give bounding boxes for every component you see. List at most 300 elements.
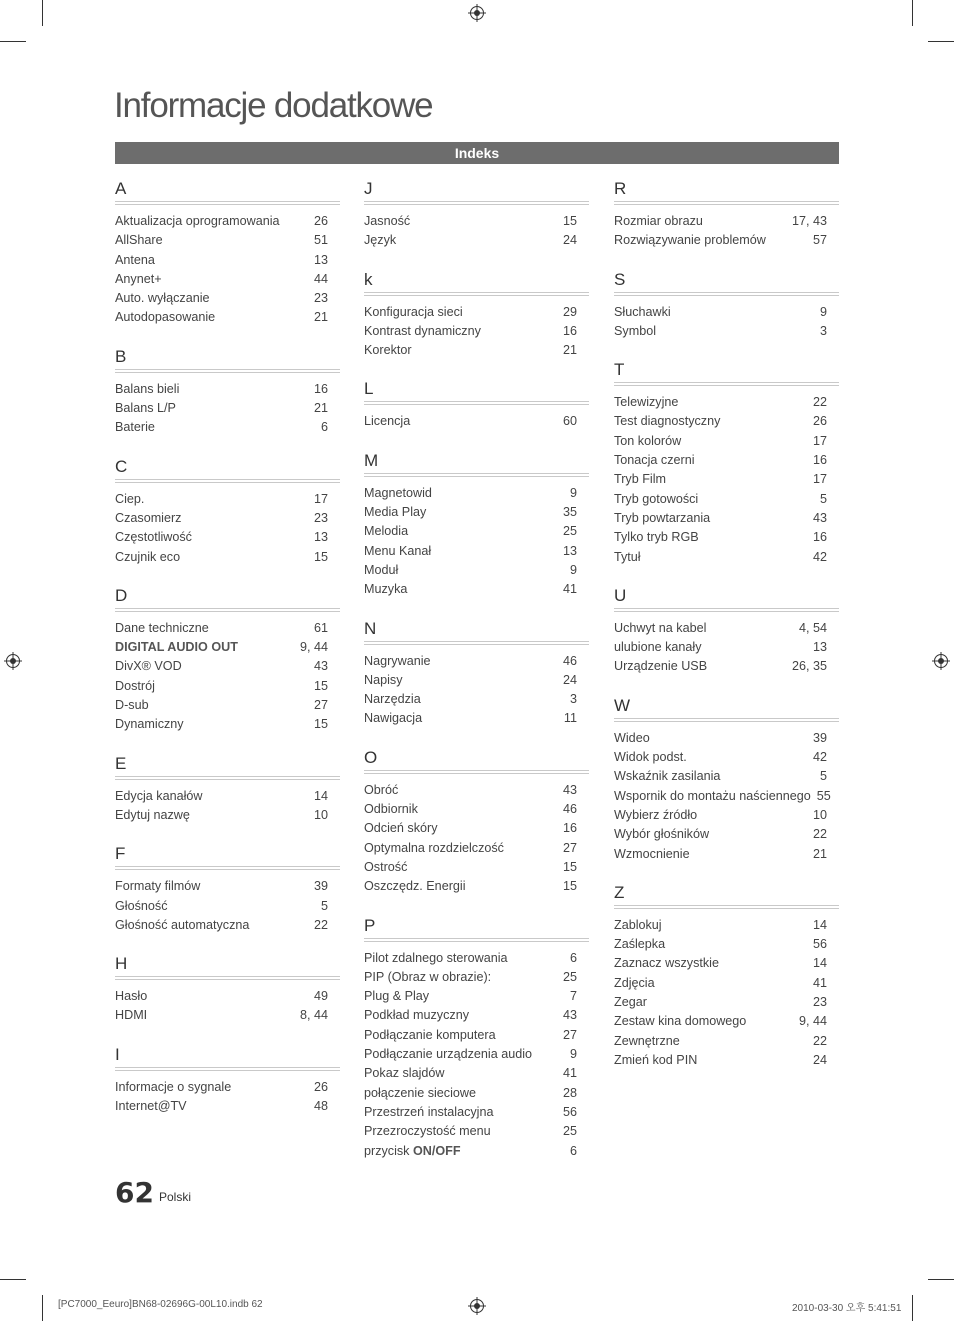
index-entry — [115, 548, 340, 567]
section-letter: T — [614, 359, 839, 386]
index-term-group — [364, 949, 508, 968]
index-entry — [614, 1051, 839, 1070]
index-entry — [614, 748, 839, 767]
index-term-group — [614, 1032, 680, 1051]
index-page-ref: 17 — [812, 433, 827, 448]
index-term-group — [115, 715, 184, 734]
index-section — [614, 359, 839, 567]
index-term: Muzyka — [364, 582, 408, 597]
index-section — [115, 1044, 340, 1117]
index-entry — [614, 393, 839, 412]
section-letter: N — [364, 618, 589, 645]
index-term-group — [364, 987, 429, 1006]
section-letter: S — [614, 269, 839, 296]
index-entry — [364, 987, 589, 1006]
index-page-ref: 6 — [320, 420, 328, 435]
index-term: Plug & Play — [364, 989, 430, 1004]
index-term-group — [364, 1142, 461, 1161]
index-term: HDMI — [115, 1008, 148, 1023]
index-page-ref: 24 — [562, 233, 577, 248]
index-page-ref: 21 — [562, 343, 577, 358]
index-entry — [115, 696, 340, 715]
index-entry — [115, 1097, 340, 1116]
index-page-ref: 16 — [562, 323, 577, 338]
crop-mark — [42, 0, 43, 26]
index-term-group — [614, 322, 656, 341]
index-term: Balans L/P — [115, 401, 176, 416]
index-term: Baterie — [115, 420, 155, 435]
index-page-ref: 26 — [313, 214, 328, 228]
section-letter: Z — [614, 882, 839, 909]
index-page-ref: 56 — [812, 937, 827, 952]
index-term-group — [614, 767, 720, 786]
index-page-ref: 41 — [562, 1066, 577, 1081]
index-page-ref: 55 — [816, 788, 831, 803]
index-term-group — [364, 231, 396, 250]
index-page-ref: 23 — [313, 291, 328, 306]
index-entry — [364, 542, 589, 561]
index-entry — [115, 715, 340, 734]
index-entry — [364, 1045, 589, 1064]
index-term: Podłączanie komputera — [364, 1027, 496, 1042]
page-language: Polski — [159, 1190, 192, 1204]
index-term: Ton kolorów — [614, 433, 682, 448]
index-term-group — [364, 781, 398, 800]
index-page-ref: 6 — [569, 950, 577, 965]
index-entry — [364, 839, 589, 858]
index-term-group — [115, 657, 182, 676]
index-page-ref: 6 — [569, 1143, 577, 1158]
index-term-group — [115, 548, 180, 567]
index-term-group — [115, 619, 209, 638]
index-page-ref: 10 — [313, 807, 328, 822]
index-term: Wskaźnik zasilania — [614, 769, 721, 784]
index-page-ref: 15 — [562, 859, 577, 874]
section-letter: W — [614, 695, 839, 722]
index-term-group — [614, 806, 697, 825]
index-page-ref: 49 — [313, 989, 328, 1004]
index-page-ref: 9 — [569, 562, 577, 577]
index-entry — [364, 1122, 589, 1141]
index-term-group — [115, 987, 147, 1006]
crop-mark — [42, 1295, 43, 1321]
index-term: Jasność — [364, 214, 411, 228]
section-letter: F — [115, 843, 340, 870]
index-entry — [364, 231, 589, 250]
index-page-ref: 21 — [812, 846, 827, 861]
index-page-ref: 7 — [569, 989, 577, 1004]
index-term: Podłączanie urządzenia audio — [364, 1047, 533, 1062]
index-term-group — [614, 509, 710, 528]
index-section — [614, 882, 839, 1070]
index-term: Telewizyjne — [614, 395, 679, 410]
index-page-ref: 43 — [562, 1008, 577, 1023]
index-term-group — [115, 399, 176, 418]
index-page-ref: 22 — [812, 395, 827, 410]
index-term: Dostrój — [115, 678, 155, 693]
index-term: PIP (Obraz w obrazie): — [364, 969, 492, 984]
index-term: Częstotliwość — [115, 530, 192, 545]
crop-mark — [0, 1279, 26, 1280]
index-term-group — [364, 1026, 496, 1045]
index-entry — [364, 800, 589, 819]
index-page-ref: 39 — [812, 730, 827, 745]
index-entry — [614, 729, 839, 748]
index-term-group — [614, 619, 706, 638]
index-page-ref: 24 — [812, 1052, 827, 1067]
index-term-group — [614, 825, 709, 844]
index-header-bar: Indeks — [115, 142, 839, 164]
index-term-group — [364, 877, 466, 896]
index-term-group — [614, 993, 647, 1012]
index-term-group — [364, 671, 403, 690]
section-letter: B — [115, 346, 340, 373]
index-entry — [115, 806, 340, 825]
index-entry — [364, 303, 589, 322]
index-term-group — [115, 251, 155, 270]
index-term-group — [115, 212, 280, 231]
index-term: Narzędzia — [364, 692, 421, 707]
index-term-group — [364, 839, 504, 858]
index-entry — [364, 561, 589, 580]
index-page-ref: 13 — [562, 543, 577, 558]
index-page-ref: 16 — [812, 530, 827, 545]
section-letter: C — [115, 456, 340, 483]
index-page-ref: 14 — [812, 917, 827, 932]
index-page-ref: 5 — [819, 769, 827, 784]
index-term: Tytuł — [614, 549, 641, 564]
index-term-group — [115, 877, 200, 896]
index-page-ref: 5 — [320, 898, 328, 913]
index-term-group — [115, 509, 181, 528]
index-entry — [115, 877, 340, 896]
index-page-ref: 13 — [812, 640, 827, 655]
section-letter: O — [364, 747, 589, 774]
index-term-group — [115, 677, 155, 696]
index-term: Tryb gotowości — [614, 491, 699, 506]
index-page-ref: 43 — [812, 510, 827, 525]
index-page-ref: 46 — [562, 802, 577, 817]
page-title: Informacje dodatkowe — [114, 86, 433, 125]
index-section — [364, 269, 589, 361]
index-term-group — [614, 490, 698, 509]
index-entry — [614, 303, 839, 322]
index-section — [364, 378, 589, 431]
index-page-ref: 41 — [812, 975, 827, 990]
index-page-ref: 25 — [562, 1124, 577, 1139]
crop-mark — [912, 0, 913, 26]
index-entry — [364, 949, 589, 968]
crop-mark — [928, 41, 954, 42]
index-term-group — [614, 954, 719, 973]
index-page-ref: 42 — [812, 549, 827, 564]
index-term: Melodia — [364, 524, 409, 539]
index-entry — [614, 509, 839, 528]
index-term: Dynamiczny — [115, 717, 184, 732]
index-section — [364, 618, 589, 729]
index-term-group — [115, 418, 155, 437]
index-term: Obróć — [364, 782, 399, 797]
index-entry — [614, 528, 839, 547]
index-page-ref: 15 — [313, 717, 328, 732]
index-page-ref: 4, 54 — [798, 620, 827, 635]
index-entry — [614, 432, 839, 451]
index-entry — [115, 399, 340, 418]
index-entry — [614, 638, 839, 657]
index-term-group — [364, 412, 410, 431]
index-page-ref: 22 — [313, 917, 328, 932]
index-term: Tonacja czerni — [614, 453, 695, 468]
index-entry — [614, 470, 839, 489]
index-term-group — [614, 412, 720, 431]
index-term: Kontrast dynamiczny — [364, 323, 481, 338]
index-term-group — [614, 935, 665, 954]
index-term: Edycja kanałów — [115, 788, 203, 803]
index-entry — [115, 308, 340, 327]
index-term-group — [364, 580, 407, 599]
index-entry — [614, 451, 839, 470]
index-entry — [115, 251, 340, 270]
index-term-group — [364, 212, 410, 231]
index-term-group — [115, 270, 162, 289]
index-page-ref: 27 — [313, 698, 328, 713]
index-term: Zaznacz wszystkie — [614, 956, 719, 971]
index-entry — [614, 1012, 839, 1031]
index-term-group — [614, 657, 707, 676]
index-page-ref: 17 — [313, 491, 328, 506]
index-entry — [614, 954, 839, 973]
index-term: Tryb Film — [614, 472, 666, 487]
index-entry — [115, 619, 340, 638]
index-term-group — [364, 542, 431, 561]
index-page-ref: 27 — [562, 1027, 577, 1042]
index-page-ref: 3 — [569, 692, 577, 707]
index-page-ref: 15 — [313, 678, 328, 693]
index-section — [364, 915, 589, 1161]
index-page-ref: 39 — [313, 879, 328, 894]
index-term: Widok podst. — [614, 750, 687, 765]
index-term-group — [364, 1103, 494, 1122]
index-term-group — [614, 231, 766, 250]
index-entry — [115, 638, 340, 657]
section-letter: I — [115, 1044, 340, 1071]
section-letter: M — [364, 450, 589, 477]
index-entry — [614, 548, 839, 567]
index-entry — [364, 781, 589, 800]
index-term-group — [614, 470, 666, 489]
index-entry — [115, 897, 340, 916]
index-page-ref: 16 — [313, 381, 328, 396]
index-term-group — [614, 974, 655, 993]
index-term: Auto. wyłączanie — [115, 291, 210, 306]
page-number: 62 — [115, 1176, 154, 1209]
index-term-group — [614, 432, 681, 451]
index-term: Antena — [115, 252, 155, 267]
index-term: Urządzenie USB — [614, 659, 708, 674]
print-slug-file: [PC7000_Eeuro]BN68-02696G-00L10.indb 62 — [58, 1299, 263, 1310]
index-entry — [364, 412, 589, 431]
crop-mark — [928, 1279, 954, 1280]
index-term-group — [364, 690, 421, 709]
index-term: Nagrywanie — [364, 653, 431, 668]
index-page-ref: 51 — [313, 233, 328, 248]
index-term-group — [364, 652, 431, 671]
index-term-group — [115, 916, 249, 935]
index-page-ref: 29 — [562, 304, 577, 319]
section-letter: P — [364, 915, 589, 942]
index-entry — [614, 993, 839, 1012]
section-letter: E — [115, 753, 340, 780]
index-term: Wybierz źródło — [614, 807, 698, 822]
index-term: Wybór głośników — [614, 827, 710, 842]
index-entry — [614, 657, 839, 676]
index-term: Zmień kod PIN — [614, 1052, 698, 1067]
index-page-ref: 10 — [812, 807, 827, 822]
index-section — [614, 585, 839, 677]
index-section — [115, 953, 340, 1026]
index-entry — [364, 1064, 589, 1083]
index-entry — [614, 1032, 839, 1051]
index-entry — [614, 935, 839, 954]
index-term-group — [614, 916, 662, 935]
index-entry — [115, 418, 340, 437]
index-column-1 — [115, 178, 340, 1134]
index-term-group — [614, 303, 671, 322]
index-entry — [115, 677, 340, 696]
index-term: Nawigacja — [364, 711, 423, 726]
index-entry — [364, 1006, 589, 1025]
index-term-group — [364, 1045, 532, 1064]
index-term: Zdjęcia — [614, 975, 655, 990]
registration-mark-icon — [932, 652, 950, 670]
print-slug-date: 2010-03-30 오후 5:41:51 — [792, 1303, 902, 1314]
index-term: Formaty filmów — [115, 879, 201, 894]
index-entry — [364, 1103, 589, 1122]
registration-mark-icon — [4, 652, 22, 670]
index-term-group — [115, 1006, 147, 1025]
section-letter: J — [364, 178, 589, 205]
index-entry — [364, 522, 589, 541]
index-entry — [364, 322, 589, 341]
index-term: Wzmocnienie — [614, 846, 690, 861]
index-entry — [115, 1006, 340, 1025]
crop-mark — [0, 41, 26, 42]
index-page-ref: 25 — [562, 969, 577, 984]
index-term: Ostrość — [364, 859, 408, 874]
section-letter: k — [364, 269, 589, 296]
index-page-ref: 9 — [819, 304, 827, 319]
index-term-group — [364, 1064, 445, 1083]
index-term: Język — [364, 233, 397, 248]
index-term: Korektor — [364, 343, 412, 358]
index-page-ref: 22 — [812, 827, 827, 842]
index-term: Zablokuj — [614, 917, 662, 932]
index-entry — [364, 212, 589, 231]
index-page-ref: 5 — [819, 491, 827, 506]
index-entry — [115, 528, 340, 547]
index-page-ref: 42 — [812, 750, 827, 765]
index-entry — [614, 845, 839, 864]
index-page-ref: 26 — [313, 1079, 328, 1094]
index-page-ref: 57 — [812, 233, 827, 248]
index-term-group — [614, 212, 703, 231]
index-page-ref: 60 — [562, 414, 577, 429]
index-column-3 — [614, 178, 839, 1088]
index-entry — [614, 787, 839, 806]
index-term: AllShare — [115, 233, 163, 248]
index-term: Rozwiązywanie problemów — [614, 233, 766, 248]
registration-mark-icon — [468, 4, 486, 22]
index-term: Menu Kanał — [364, 543, 432, 558]
index-term-group — [614, 528, 699, 547]
index-term: Odcień skóry — [364, 821, 438, 836]
index-term-group — [364, 800, 418, 819]
index-entry — [614, 490, 839, 509]
index-term: Dane techniczne — [115, 620, 209, 635]
index-term: Uchwyt na kabel — [614, 620, 707, 635]
index-section — [614, 178, 839, 251]
index-entry — [614, 619, 839, 638]
index-term: Zegar — [614, 995, 647, 1010]
index-page-ref: 61 — [313, 620, 328, 635]
index-term: Test diagnostyczny — [614, 414, 721, 429]
index-page-ref: 43 — [313, 659, 328, 674]
index-page-ref: 44 — [313, 271, 328, 286]
index-page-ref: 11 — [563, 711, 577, 726]
index-entry — [364, 671, 589, 690]
index-page-ref: 23 — [313, 510, 328, 525]
index-page-ref: 3 — [819, 323, 827, 338]
index-entry — [614, 974, 839, 993]
index-section — [115, 456, 340, 567]
index-entry — [115, 987, 340, 1006]
index-entry — [115, 490, 340, 509]
index-term: Internet@TV — [115, 1099, 187, 1114]
index-page-ref: 35 — [562, 505, 577, 520]
index-entry — [364, 709, 589, 728]
index-term: Optymalna rozdzielczość — [364, 840, 504, 855]
index-term-group — [614, 393, 678, 412]
index-term-group — [115, 897, 168, 916]
index-entry — [364, 877, 589, 896]
index-page-ref: 13 — [313, 530, 328, 545]
index-term-group — [115, 380, 179, 399]
index-entry — [364, 652, 589, 671]
index-term: Odbiornik — [364, 802, 418, 817]
index-term: Konfiguracja sieci — [364, 304, 463, 319]
index-term-group — [115, 806, 190, 825]
index-term: DivX® VOD — [115, 659, 182, 674]
index-entry — [115, 509, 340, 528]
index-entry — [115, 380, 340, 399]
index-entry — [115, 787, 340, 806]
index-entry — [614, 916, 839, 935]
index-section — [115, 843, 340, 935]
index-page-ref: 16 — [812, 453, 827, 468]
index-entry — [115, 212, 340, 231]
index-term: Czasomierz — [115, 510, 182, 525]
index-page-ref: 8, 44 — [299, 1008, 328, 1023]
index-term-group — [614, 748, 687, 767]
index-term: ulubione kanały — [614, 640, 702, 655]
index-term-group — [115, 490, 144, 509]
index-page-ref: 21 — [313, 310, 328, 325]
section-letter: U — [614, 585, 839, 612]
index-entry — [614, 322, 839, 341]
section-letter: R — [614, 178, 839, 205]
index-entry — [115, 231, 340, 250]
index-page-ref: 9, 44 — [299, 640, 328, 655]
